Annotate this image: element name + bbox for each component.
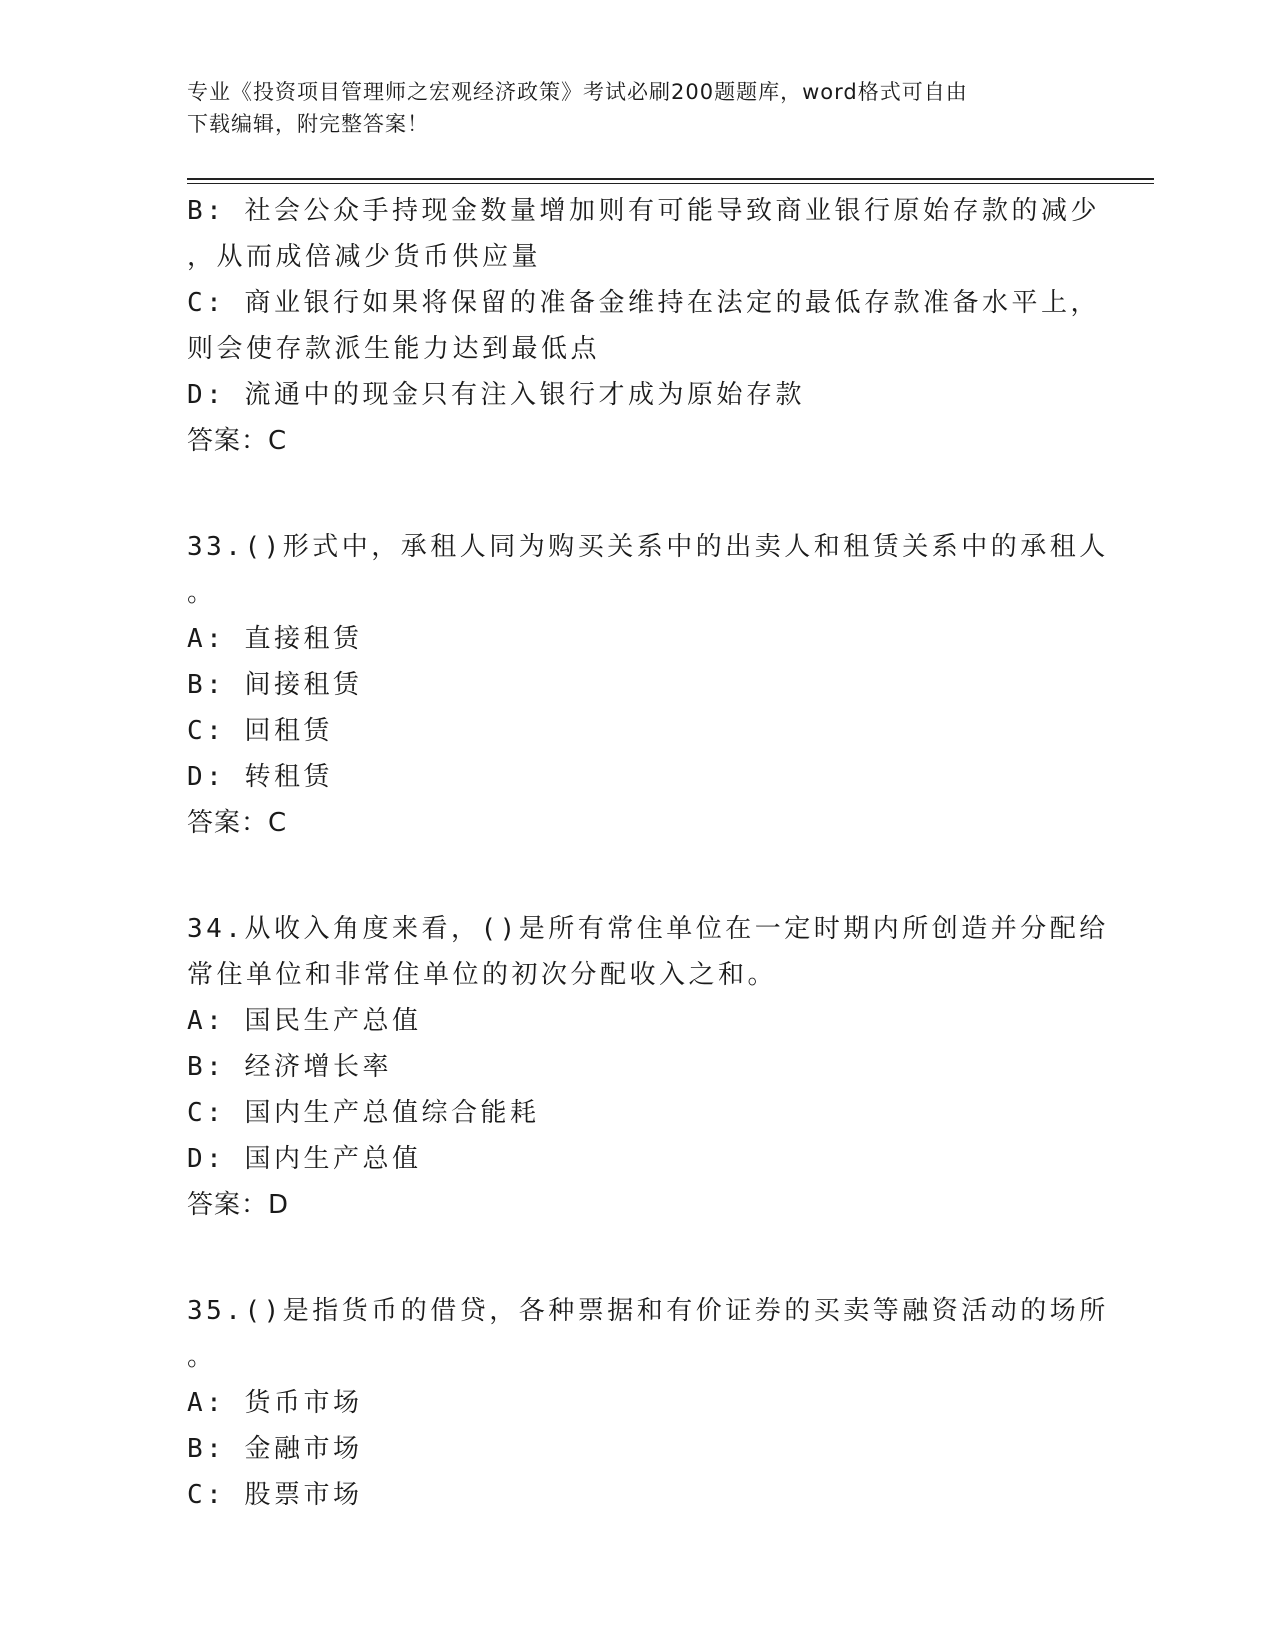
option-line: D: 转租赁 <box>187 762 333 792</box>
option-line: 则会使存款派生能力达到最低点 <box>187 334 601 364</box>
header-title-line-1: 专业《投资项目管理师之宏观经济政策》考试必刷200题题库，word格式可自由 <box>187 80 968 104</box>
spacer <box>187 1228 1147 1288</box>
header-divider-thick <box>187 178 1154 180</box>
option-line: D: 流通中的现金只有注入银行才成为原始存款 <box>187 380 805 410</box>
spacer <box>187 464 1147 524</box>
option-line: A: 货币市场 <box>187 1388 363 1418</box>
spacer <box>187 846 1147 906</box>
option-line: C: 商业银行如果将保留的准备金维持在法定的最低存款准备水平上， <box>187 288 1100 318</box>
question-stem-line: 34.从收入角度来看，()是所有常住单位在一定时期内所创造并分配给 <box>187 914 1109 944</box>
option-line: B: 间接租赁 <box>187 670 363 700</box>
option-line: D: 国内生产总值 <box>187 1144 422 1174</box>
question-block-32 <box>187 188 1147 464</box>
document-header <box>187 76 1067 140</box>
question-stem-line: 常住单位和非常住单位的初次分配收入之和。 <box>187 960 778 990</box>
option-line: C: 国内生产总值综合能耗 <box>187 1098 540 1128</box>
header-title-line-2: 下载编辑，附完整答案！ <box>187 112 429 136</box>
option-line: B: 社会公众手持现金数量增加则有可能导致商业银行原始存款的减少 <box>187 196 1100 226</box>
answer-line: 答案：C <box>187 426 288 456</box>
option-line: C: 回租赁 <box>187 716 333 746</box>
question-stem-line: 33.()形式中，承租人同为购买关系中的出卖人和租赁关系中的承租人 <box>187 532 1109 562</box>
question-stem-line: 。 <box>187 578 217 608</box>
question-stem-line: 。 <box>187 1342 217 1372</box>
option-line: A: 直接租赁 <box>187 624 363 654</box>
answer-line: 答案：D <box>187 1190 290 1220</box>
answer-line: 答案：C <box>187 808 288 838</box>
option-line: A: 国民生产总值 <box>187 1006 422 1036</box>
option-line: B: 金融市场 <box>187 1434 363 1464</box>
option-line: ，从而成倍减少货币供应量 <box>187 242 542 272</box>
question-stem-line: 35.()是指货币的借贷，各种票据和有价证券的买卖等融资活动的场所 <box>187 1296 1109 1326</box>
option-line: C: 股票市场 <box>187 1480 363 1510</box>
question-block-33 <box>187 524 1147 846</box>
question-block-34 <box>187 906 1147 1228</box>
header-divider-thin <box>187 183 1154 184</box>
question-block-35 <box>187 1288 1147 1518</box>
option-line: B: 经济增长率 <box>187 1052 392 1082</box>
document-body <box>187 188 1147 1518</box>
